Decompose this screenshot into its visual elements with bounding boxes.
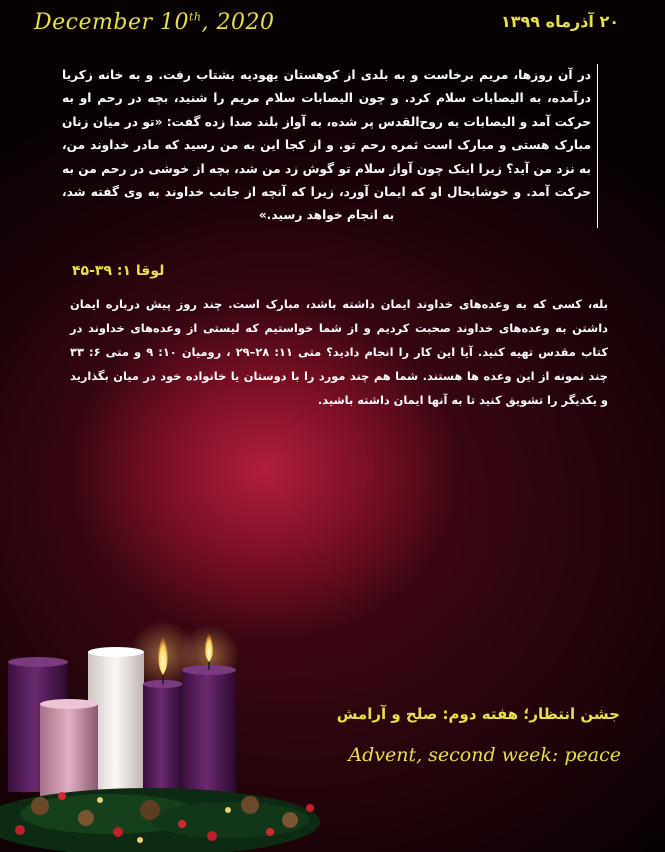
- date-persian: ۲۰ آذرماه ۱۳۹۹: [501, 12, 619, 31]
- date-english: [34, 10, 274, 35]
- reflection-text: بله، کسی که به وعده‌های خداوند ایمان داشته باشد، مبارک است. چند روز پیش درباره ایمان داشتن به وعده‌های خداوند صحبت کردیم و از شما خواستیم که لیستی از وعده‌های خداوند در کتاب مقدس تهیه کنید. آیا این کار را انجام دادید؟ متی ۱۱: ۲۸–۲۹ ، رومیان ۱۰: ۹ و متی ۶: ۳۳ چند نمونه از این وعده ها هستند. شما هم چند مورد را با دوستان یا خانواده خود در میان بگذارید و یکدیگر را تشویق کنید تا به آنها ایمان داشته باشید.: [70, 297, 608, 407]
- evergreen-wreath: [0, 788, 320, 852]
- date-english-suffix: th: [188, 10, 202, 24]
- scripture-reference: لوقا ۱: ۳۹-۴۵: [72, 263, 165, 279]
- advent-wreath-illustration: [0, 600, 340, 852]
- date-english-year: , 2020: [201, 10, 275, 35]
- scripture-passage: در آن روزها، مریم برخاست و به بلدی از کوهستان یهودیه بشتاب رفت. و به خانه زکریا درآمده، به الیصابات سلام کرد. و چون الیصابات سلام مریم را شنید، بچه در رحم او به حرکت آمد و الیصابات به روح‌القدس پر شده، به آواز بلند صدا زده گفت: «تو در میان زنان مبارک هستی و مبارک است ثمره رحم تو. و از کجا این به من رسید که مادر خداوند من، به نزد من آید؟ زیرا اینک چون آواز سلام تو گوش زد من شد، بچه از خوشی در رحم من به حرکت آمد. و خوشابحال او که ایمان آورد، زیرا که آنچه از جانب خداوند به وی گفته شد، به انجام خواهد رسید.»: [62, 64, 598, 228]
- advent-week-title-english: Advent, second week: peace: [348, 744, 621, 766]
- advent-week-title-persian: جشن انتظار؛ هفته دوم: صلح و آرامش: [336, 705, 620, 723]
- date-english-day: December 10: [34, 10, 189, 35]
